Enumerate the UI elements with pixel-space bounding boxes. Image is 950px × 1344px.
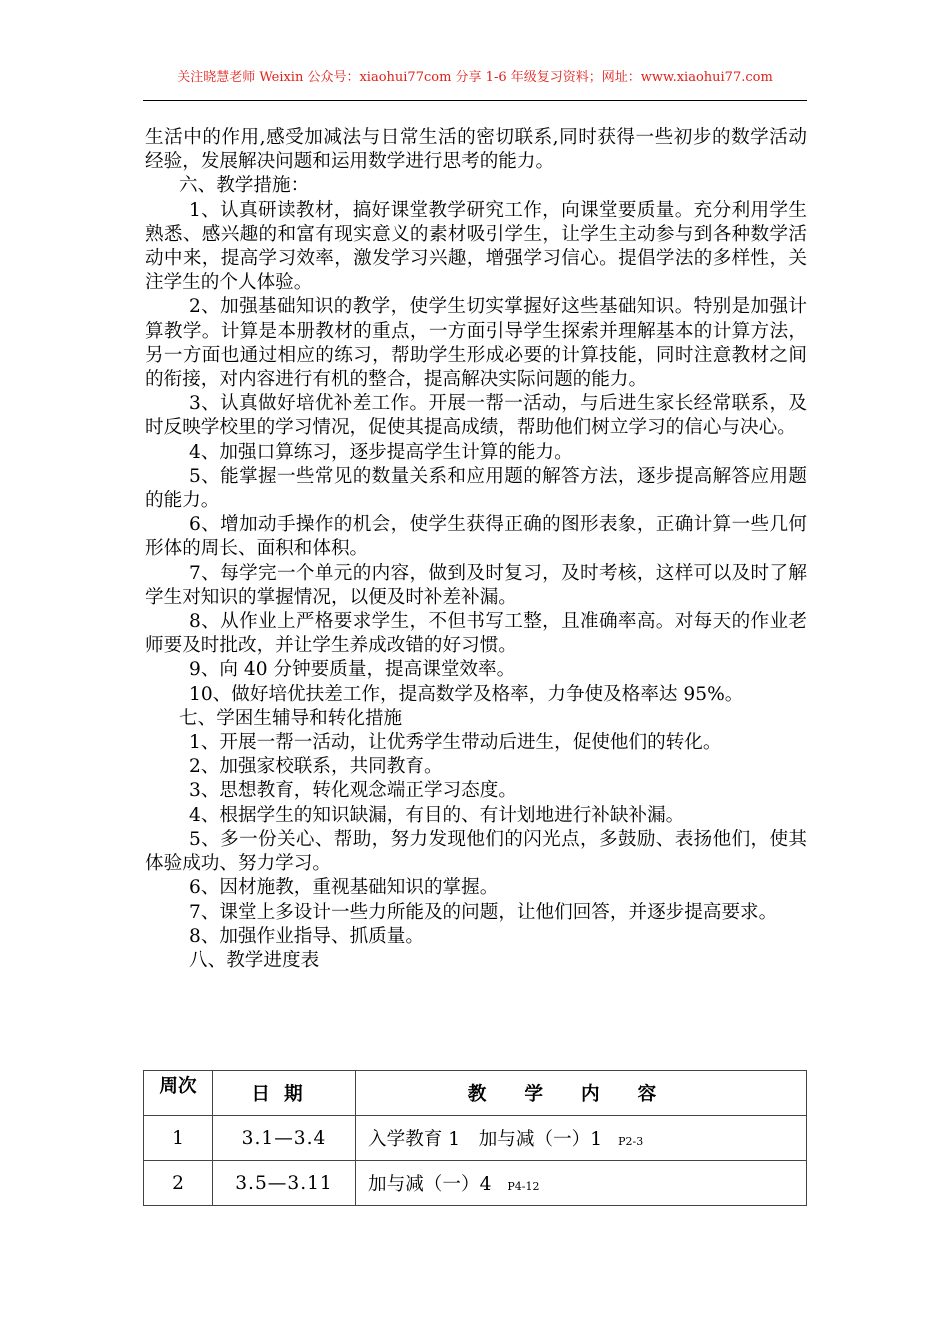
measure-item: 1、认真研读教材，搞好课堂教学研究工作，向课堂要质量。充分利用学生熟悉、感兴趣的和富有现实意义的素材吸引学生，让学生主动参与到各种数学活动中来，提高学习效率，激发学习兴趣，增强学习信心。提倡学法的多样性，关注学生的个人体验。 — [145, 199, 807, 294]
measure-item: 10、做好培优扶差工作，提高数学及格率，力争使及格率达 95%。 — [189, 683, 744, 705]
measure-item: 5、能掌握一些常见的数量关系和应用题的解答方法，逐步提高解答应用题的能力。 — [145, 465, 807, 512]
struggling-student-item: 3、思想教育，转化观念端正学习态度。 — [189, 780, 517, 802]
measure-item: 2、加强基础知识的教学，使学生切实掌握好这些基础知识。特别是加强计算教学。计算是本册教材的重点，一方面引导学生探索并理解基本的计算方法，另一方面也通过相应的练习，帮助学生形成必要的计算技能，同时注意教材之间的衔接，对内容进行有机的整合，提高解决实际问题的能力。 — [145, 296, 807, 391]
teaching-schedule-table — [143, 1070, 807, 1206]
struggling-student-item: 5、多一份关心、帮助，努力发现他们的闪光点，多鼓励、表扬他们，使其体验成功、努力学习。 — [145, 828, 807, 875]
measure-item: 9、向 40 分钟要质量，提高课堂效率。 — [189, 659, 516, 681]
struggling-student-item: 1、开展一帮一活动，让优秀学生带动后进生，促使他们的转化。 — [189, 732, 722, 754]
header-week: 周次 — [144, 1071, 213, 1116]
header-divider — [143, 100, 807, 101]
date-cell: 3.1—3.4 — [213, 1116, 356, 1161]
header-date: 日期 — [213, 1071, 356, 1116]
section-heading-measures: 六、教学措施： — [179, 175, 310, 197]
content-text: 加与减（一）4 — [368, 1174, 492, 1195]
paragraph-continuation: 生活中的作用,感受加减法与日常生活的密切联系,同时获得一些初步的数学活动经验，发展解决问题和运用数学进行思考的能力。 — [145, 127, 807, 173]
date-cell: 3.5—3.11 — [213, 1161, 356, 1206]
week-cell: 1 — [144, 1116, 213, 1161]
measure-item: 7、每学完一个单元的内容，做到及时复习，及时考核，这样可以及时了解学生对知识的掌握情况，以便及时补差补漏。 — [145, 562, 807, 608]
content-cell — [356, 1161, 807, 1206]
table-row — [144, 1116, 807, 1161]
page-header: 关注晓慧老师 Weixin 公众号：xiaohui77com 分享 1-6 年级复习资料；网址：www.xiaohui77.com — [177, 70, 773, 85]
content-cell — [356, 1116, 807, 1161]
content-text: 入学教育 1 加与减（一）1 — [368, 1129, 603, 1150]
struggling-student-item: 4、根据学生的知识缺漏，有目的、有计划地进行补缺补漏。 — [189, 804, 685, 826]
struggling-student-item: 6、因材施教，重视基础知识的掌握。 — [189, 877, 499, 899]
measure-item: 4、加强口算练习，逐步提高学生计算的能力。 — [189, 441, 573, 463]
header-content: 教学内容 — [356, 1071, 807, 1116]
struggling-student-item: 2、加强家校联系，共同教育。 — [189, 756, 443, 778]
measure-item: 6、增加动手操作的机会，使学生获得正确的图形表象，正确计算一些几何形体的周长、面积和体积。 — [145, 514, 807, 560]
struggling-student-item: 7、课堂上多设计一些力所能及的问题，让他们回答，并逐步提高要求。 — [189, 901, 778, 923]
struggling-student-item: 8、加强作业指导、抓质量。 — [189, 925, 424, 947]
week-cell: 2 — [144, 1161, 213, 1206]
measure-item: 3、认真做好培优补差工作。开展一帮一活动，与后进生家长经常联系，及时反映学校里的学习情况，促使其提高成绩，帮助他们树立学习的信心与决心。 — [145, 393, 807, 439]
table-header-row — [144, 1071, 807, 1116]
measure-item: 8、从作业上严格要求学生，不但书写工整，且准确率高。对每天的作业老师要及时批改，并让学生养成改错的好习惯。 — [145, 611, 807, 657]
section-heading-struggling-students: 七、学困生辅导和转化措施 — [179, 707, 403, 729]
section-heading-schedule: 八、教学进度表 — [189, 949, 320, 971]
page-reference: P2-3 — [618, 1135, 644, 1148]
table-row — [144, 1161, 807, 1206]
document-body — [145, 126, 807, 973]
page-reference: P4-12 — [507, 1180, 540, 1193]
